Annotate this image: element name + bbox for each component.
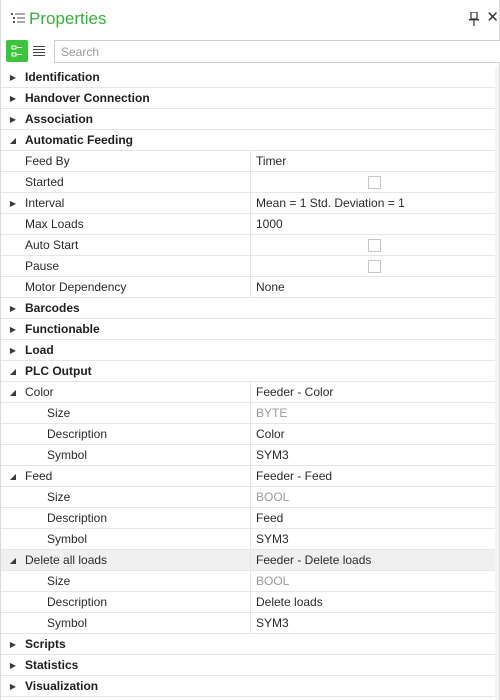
property-name: Symbol — [47, 448, 88, 462]
column-divider — [250, 424, 251, 445]
property-row[interactable] — [1, 382, 497, 403]
property-name: Symbol — [47, 532, 88, 546]
property-name: Color — [25, 385, 54, 399]
category-label: Association — [25, 112, 94, 126]
property-name: Symbol — [47, 616, 88, 630]
property-value[interactable]: None — [256, 280, 285, 294]
column-divider — [250, 403, 251, 424]
property-row[interactable] — [1, 403, 497, 424]
collapse-arrow-icon[interactable]: ◢ — [9, 367, 17, 376]
panel-title: Properties — [29, 9, 107, 28]
property-list-icon — [11, 12, 25, 26]
category-row[interactable] — [1, 88, 497, 109]
property-row[interactable] — [1, 277, 497, 298]
property-value[interactable]: Feed — [256, 511, 284, 525]
property-row[interactable] — [1, 613, 497, 634]
expand-arrow-icon[interactable]: ▶ — [9, 346, 17, 355]
column-divider — [250, 193, 251, 214]
property-row[interactable] — [1, 508, 497, 529]
category-label: Barcodes — [25, 301, 80, 315]
column-divider — [250, 529, 251, 550]
column-divider — [250, 172, 251, 193]
property-value[interactable]: Feeder - Color — [256, 385, 334, 399]
collapse-arrow-icon[interactable]: ◢ — [9, 388, 17, 397]
property-value[interactable]: BYTE — [256, 406, 288, 420]
property-value[interactable]: BOOL — [256, 490, 290, 504]
column-divider — [250, 487, 251, 508]
category-row[interactable] — [1, 361, 497, 382]
column-divider — [250, 571, 251, 592]
property-name: Max Loads — [25, 217, 84, 231]
property-name: Size — [47, 406, 71, 420]
column-divider — [250, 550, 251, 571]
category-row[interactable] — [1, 298, 497, 319]
property-name: Auto Start — [25, 238, 79, 252]
scrollbar[interactable] — [495, 67, 499, 700]
expand-arrow-icon[interactable]: ▶ — [9, 199, 17, 208]
category-label: Load — [25, 343, 54, 357]
expand-arrow-icon[interactable]: ▶ — [9, 304, 17, 313]
column-divider — [250, 235, 251, 256]
property-row[interactable] — [1, 172, 497, 193]
panel-title-bar — [1, 0, 500, 38]
search-input[interactable] — [54, 40, 500, 63]
column-divider — [250, 256, 251, 277]
property-row[interactable] — [1, 235, 497, 256]
expand-arrow-icon[interactable]: ▶ — [9, 325, 17, 334]
property-name: Description — [47, 427, 108, 441]
property-row[interactable] — [1, 487, 497, 508]
column-divider — [250, 214, 251, 235]
category-row[interactable] — [1, 67, 497, 88]
property-value[interactable]: BOOL — [256, 574, 290, 588]
category-label: Visualization — [25, 679, 99, 693]
property-row[interactable] — [1, 592, 497, 613]
property-row[interactable] — [1, 529, 497, 550]
expand-arrow-icon[interactable]: ▶ — [9, 640, 17, 649]
property-name: Delete all loads — [25, 553, 108, 567]
column-divider — [250, 508, 251, 529]
category-row[interactable] — [1, 655, 497, 676]
close-icon[interactable]: ✕ — [486, 9, 499, 26]
categorized-view-button[interactable] — [6, 40, 28, 62]
column-divider — [250, 613, 251, 634]
property-value[interactable]: Mean = 1 Std. Deviation = 1 — [256, 196, 405, 210]
property-value[interactable]: Feeder - Feed — [256, 469, 333, 483]
property-name: Description — [47, 511, 108, 525]
collapse-arrow-icon[interactable]: ◢ — [9, 556, 17, 565]
column-divider — [250, 151, 251, 172]
category-label: Scripts — [25, 637, 66, 651]
category-label: Automatic Feeding — [25, 133, 134, 147]
categorized-view-icon — [6, 40, 28, 62]
category-label: Functionable — [25, 322, 100, 336]
category-row[interactable] — [1, 109, 497, 130]
expand-arrow-icon[interactable]: ▶ — [9, 94, 17, 103]
property-name: Motor Dependency — [25, 280, 127, 294]
property-value[interactable]: SYM3 — [256, 448, 289, 462]
property-value[interactable]: Timer — [256, 154, 287, 168]
property-name: Feed — [25, 469, 53, 483]
property-value[interactable]: SYM3 — [256, 616, 289, 630]
property-row[interactable] — [1, 256, 497, 277]
column-divider — [250, 466, 251, 487]
category-row[interactable] — [1, 130, 497, 151]
property-name: Size — [47, 490, 71, 504]
column-divider — [250, 277, 251, 298]
property-name: Interval — [25, 196, 65, 210]
property-row[interactable] — [1, 466, 497, 487]
property-checkbox[interactable] — [368, 176, 381, 189]
property-name: Description — [47, 595, 108, 609]
property-row[interactable] — [1, 445, 497, 466]
collapse-arrow-icon[interactable]: ◢ — [9, 472, 17, 481]
property-value[interactable]: Feeder - Delete loads — [256, 553, 372, 567]
pin-icon[interactable] — [469, 12, 479, 26]
category-label: Statistics — [25, 658, 79, 672]
property-row[interactable] — [1, 571, 497, 592]
property-checkbox[interactable] — [368, 260, 381, 273]
alphabetical-view-icon[interactable] — [32, 44, 46, 58]
category-row[interactable] — [1, 319, 497, 340]
category-label: Handover Connection — [25, 91, 150, 105]
expand-arrow-icon[interactable]: ▶ — [9, 73, 17, 82]
property-row[interactable] — [1, 193, 497, 214]
property-checkbox[interactable] — [368, 239, 381, 252]
category-label: PLC Output — [25, 364, 92, 378]
property-row[interactable] — [1, 550, 497, 571]
property-name: Size — [47, 574, 71, 588]
property-value[interactable]: Color — [256, 427, 285, 441]
property-grid — [1, 67, 497, 697]
property-name: Feed By — [25, 154, 70, 168]
collapse-arrow-icon[interactable]: ◢ — [9, 136, 17, 145]
property-row[interactable] — [1, 151, 497, 172]
property-value[interactable]: 1000 — [256, 217, 283, 231]
property-name: Started — [25, 175, 64, 189]
column-divider — [250, 445, 251, 466]
expand-arrow-icon[interactable]: ▶ — [9, 682, 17, 691]
property-name: Pause — [25, 259, 60, 273]
property-row[interactable] — [1, 214, 497, 235]
category-row[interactable] — [1, 676, 497, 697]
property-row[interactable] — [1, 424, 497, 445]
column-divider — [250, 382, 251, 403]
category-row[interactable] — [1, 340, 497, 361]
category-label: Identification — [25, 70, 100, 84]
property-value[interactable]: Delete loads — [256, 595, 323, 609]
column-divider — [250, 592, 251, 613]
property-value[interactable]: SYM3 — [256, 532, 289, 546]
expand-arrow-icon[interactable]: ▶ — [9, 115, 17, 124]
expand-arrow-icon[interactable]: ▶ — [9, 661, 17, 670]
category-row[interactable] — [1, 634, 497, 655]
